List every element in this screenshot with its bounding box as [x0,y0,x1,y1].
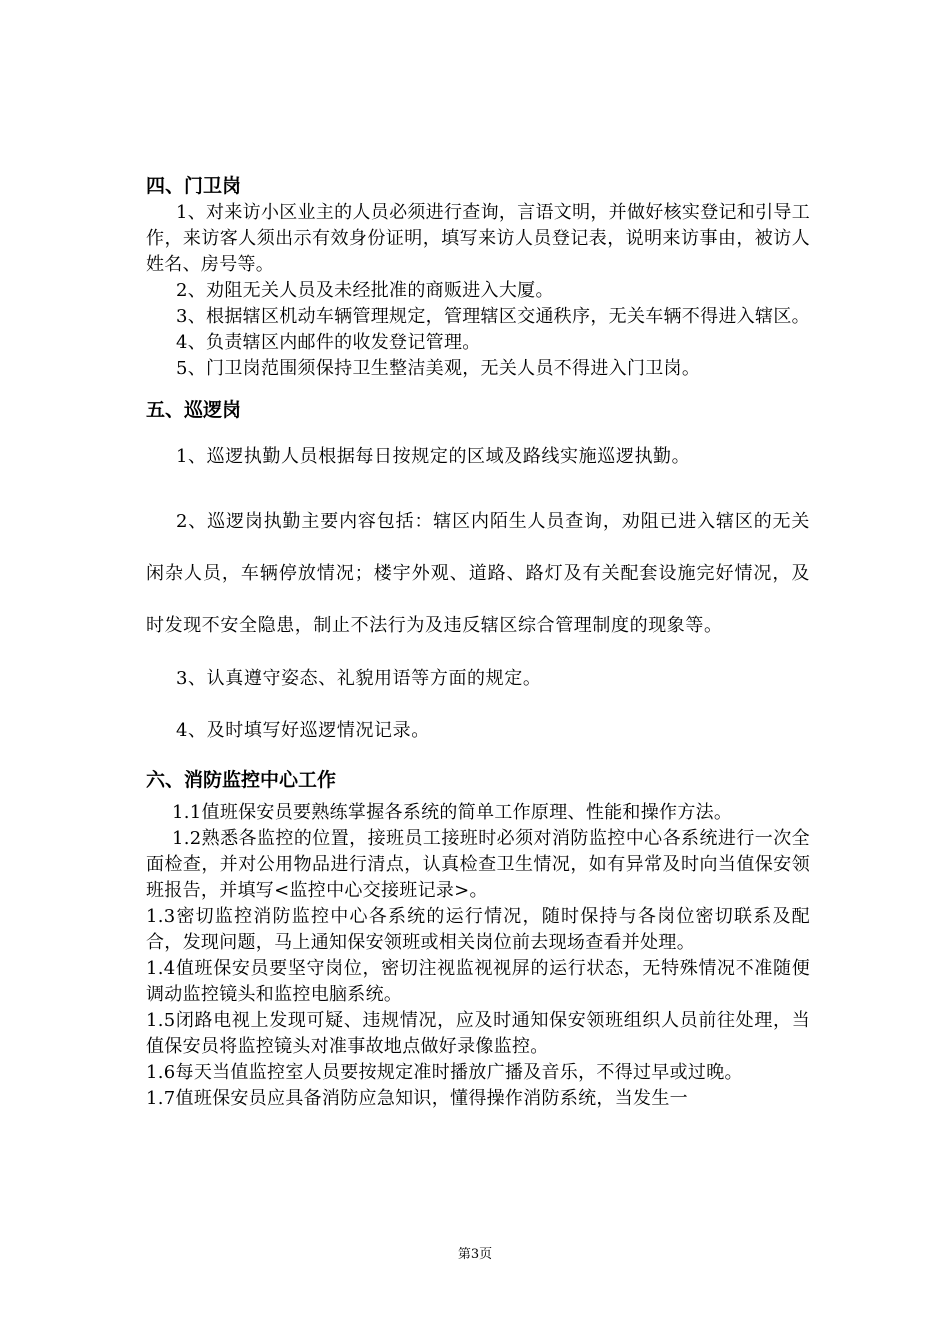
gate-post-item-3: 3、根据辖区机动车辆管理规定，管理辖区交通秩序，无关车辆不得进入辖区。 [176,306,810,327]
section-heading-fire-monitoring: 六、消防监控中心工作 [146,769,337,791]
gate-post-item-5: 5、门卫岗范围须保持卫生整洁美观，无关人员不得进入门卫岗。 [176,358,701,379]
fire-monitoring-item-1-4: 1.4值班保安员要坚守岗位，密切注视监视视屏的运行状态，无特殊情况不准随便调动监控镜头和监控电脑系统。 [146,958,810,1005]
fire-monitoring-item-1-5: 1.5闭路电视上发现可疑、违规情况，应及时通知保安领班组织人员前往处理，当值保安员将监控镜头对准事故地点做好录像监控。 [146,1010,810,1057]
fire-monitoring-item-1-6: 1.6每天当值监控室人员要按规定准时播放广播及音乐，不得过早或过晚。 [146,1062,743,1083]
document-body [146,172,810,1112]
patrol-post-item-3: 3、认真遵守姿态、礼貌用语等方面的规定。 [176,668,542,689]
page-number: 第3页 [457,1247,493,1262]
gate-post-item-1: 1、对来访小区业主的人员必须进行查询，言语文明，并做好核实登记和引导工作，来访客人须出示有效身份证明，填写来访人员登记表，说明来访事由，被访人姓名、房号等。 [146,202,810,275]
fire-monitoring-item-1-2: 1.2熟悉各监控的位置，接班员工接班时必须对消防监控中心各系统进行一次全面检查，并对公用物品进行清点，认真检查卫生情况，如有异常及时向当值保安领班报告，并填写<监控中心交接班记录>。 [146,828,810,901]
fire-monitoring-item-1-3: 1.3密切监控消防监控中心各系统的运行情况，随时保持与各岗位密切联系及配合，发现问题，马上通知保安领班或相关岗位前去现场查看并处理。 [146,906,810,953]
gate-post-item-2: 2、劝阻无关人员及未经批准的商贩进入大厦。 [176,280,554,301]
fire-monitoring-item-1-1: 1.1值班保安员要熟练掌握各系统的简单工作原理、性能和操作方法。 [172,802,733,823]
section-heading-patrol-post: 五、巡逻岗 [146,399,242,421]
fire-monitoring-item-1-7: 1.7值班保安员应具备消防应急知识，懂得操作消防系统，当发生一 [146,1088,688,1109]
patrol-post-item-4: 4、及时填写好巡逻情况记录。 [176,720,430,741]
patrol-post-item-1: 1、巡逻执勤人员根据每日按规定的区域及路线实施巡逻执勤。 [176,446,691,467]
gate-post-item-4: 4、负责辖区内邮件的收发登记管理。 [176,332,481,353]
section-heading-gate-post: 四、门卫岗 [146,175,242,197]
patrol-post-item-2: 2、巡逻岗执勤主要内容包括：辖区内陌生人员查询，劝阻已进入辖区的无关闲杂人员，车辆停放情况；楼宇外观、道路、路灯及有关配套设施完好情况，及时发现不安全隐患，制止不法行为及违反辖区综合管理制度的现象等。 [146,511,810,636]
